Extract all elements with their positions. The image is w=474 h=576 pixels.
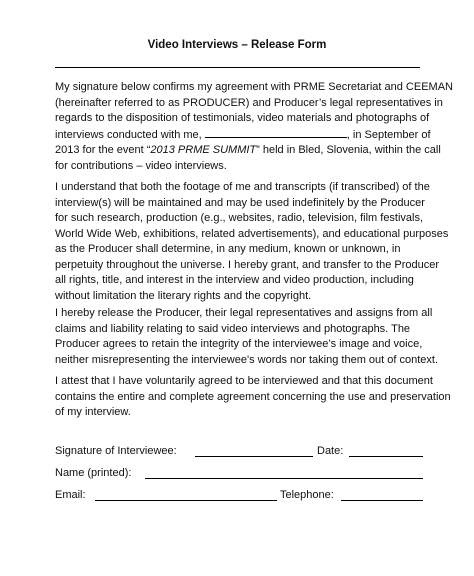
telephone-label: Telephone: bbox=[280, 489, 334, 501]
paragraph-line: for contributions – video interviews. bbox=[55, 159, 227, 172]
date-field[interactable] bbox=[349, 456, 423, 457]
paragraph-line: I hereby release the Producer, their legal representatives and assigns from all bbox=[55, 307, 433, 319]
email-field[interactable] bbox=[95, 500, 277, 501]
name-field[interactable] bbox=[145, 478, 423, 479]
paragraph-line: (hereinafter referred to as PRODUCER) and Producer’s legal representatives in bbox=[55, 96, 443, 109]
paragraph-line: perpetuity throughout the universe. I hereby grant, and transfer to the Producer bbox=[55, 258, 440, 271]
paragraph-line: I attest that I have voluntarily agreed to be interviewed and that this document bbox=[55, 375, 433, 387]
paragraph-line: Producer agrees to retain the integrity of the interviewee’s image and voice, bbox=[55, 338, 423, 350]
paragraph-usage-rights bbox=[55, 180, 449, 304]
contact-row bbox=[55, 488, 425, 504]
interviewee-name-blank[interactable] bbox=[205, 127, 347, 138]
paragraph-line: as the Producer shall determine, in any medium, known or unknown, in bbox=[55, 243, 401, 255]
interview-text-after-blank: , in September of bbox=[346, 128, 431, 141]
telephone-field[interactable] bbox=[341, 500, 423, 501]
event-text-after: ” held in Bled, Slovenia, within the call bbox=[256, 144, 441, 156]
signature-row bbox=[55, 444, 425, 460]
interview-text-before-blank: interviews conducted with me, bbox=[55, 128, 205, 141]
paragraph-line: for such research, production (e.g., websites, radio, television, film festivals, bbox=[55, 212, 424, 224]
signature-label: Signature of Interviewee: bbox=[55, 445, 177, 457]
document-title: Video Interviews – Release Form bbox=[147, 39, 327, 51]
paragraph-line: contains the entire and complete agreement concerning the use and preservation bbox=[55, 390, 451, 403]
paragraph-release bbox=[55, 306, 439, 368]
name-row bbox=[55, 466, 425, 482]
date-label: Date: bbox=[317, 445, 344, 457]
event-text-before: 2013 for the event “ bbox=[55, 144, 151, 156]
paragraph-line: interview(s) will be maintained and may be used indefinitely by the Producer bbox=[55, 196, 425, 209]
paragraph-line: My signature below confirms my agreement with PRME Secretariat and CEEMAN bbox=[55, 81, 453, 93]
paragraph-line: all rights, title, and interest in the interview and video production, including bbox=[55, 274, 414, 286]
event-name: 2013 PRME SUMMIT bbox=[150, 144, 257, 156]
paragraph-line: claims and liability relating to said video interviews and photographs. The bbox=[55, 322, 411, 335]
title-divider bbox=[55, 67, 420, 68]
paragraph-line-with-blank bbox=[55, 127, 431, 144]
paragraph-line: I understand that both the footage of me and transcripts (if transcribed) of the bbox=[55, 181, 430, 193]
paragraph-line: without limitation the literary rights and the copyright. bbox=[55, 289, 312, 302]
name-label: Name (printed): bbox=[55, 467, 132, 479]
paragraph-attestation bbox=[55, 374, 451, 421]
paragraph-line: neither misrepresenting the interviewee's words nor taking them out of context. bbox=[55, 353, 439, 366]
paragraph-agreement bbox=[55, 80, 453, 174]
paragraph-line: regards to the disposition of testimonials, video materials and photographs of bbox=[55, 112, 430, 124]
email-label: Email: bbox=[55, 489, 86, 501]
paragraph-line: World Wide Web, exhibitions, related advertisements), and educational purposes bbox=[55, 227, 449, 240]
paragraph-line-event bbox=[55, 143, 441, 159]
signature-field[interactable] bbox=[195, 456, 313, 457]
paragraph-line: of my interview. bbox=[55, 406, 131, 418]
